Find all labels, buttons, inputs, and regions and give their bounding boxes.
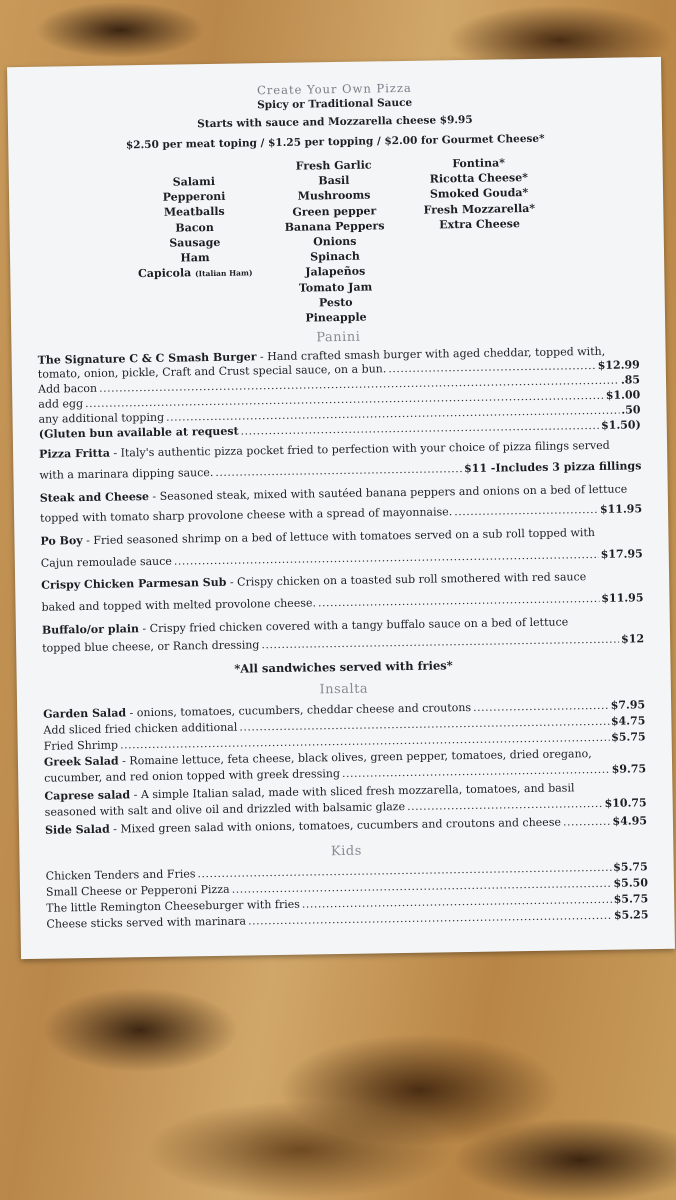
cheese-option: Extra Cheese	[439, 216, 521, 232]
add-chicken-label: Add sliced fried chicken additional	[43, 720, 238, 737]
chicken-parm-desc2: baked and topped with melted provolone cheese.	[41, 596, 317, 614]
cheese-option: Smoked Gouda*	[429, 186, 529, 201]
kids-heading: Kids	[330, 843, 362, 860]
burger-desc: - Hand crafted smash burger with aged cheddar, topped with,	[256, 344, 606, 364]
meat-topping: Bacon	[175, 220, 214, 235]
gluten-price: $1.50)	[600, 418, 641, 432]
topping: Banana Peppers	[284, 219, 385, 234]
fritta-line1	[39, 437, 641, 461]
steak-name: Steak and Cheese	[39, 490, 150, 505]
fritta-price: $11 -Includes 3 pizza fillings	[463, 459, 642, 476]
fritta-line2	[39, 458, 641, 482]
caprese-name: Caprese salad	[44, 788, 131, 803]
steak-desc: - Seasoned steak, mixed with sautéed banana peppers and onions on a bed of lettuce	[148, 482, 628, 504]
capicola-note: (Italian Ham)	[194, 268, 253, 279]
topping: Onions	[313, 234, 357, 249]
topping: Tomato Jam	[298, 280, 373, 295]
pizza-pricing-line: $2.50 per meat toping / $1.25 per topping / $2.00 for Gourmet Cheese*	[125, 132, 545, 152]
poboy-line2	[41, 546, 643, 570]
panini-heading: Panini	[316, 329, 361, 346]
meat-topping: Ham	[180, 251, 210, 265]
topping: Jalapeños	[305, 265, 366, 279]
pizza-title: Create Your Own Pizza	[256, 80, 412, 98]
buffalo-price: $12	[621, 632, 645, 646]
burger-price: $12.99	[597, 358, 640, 372]
topping: Pesto	[318, 295, 353, 310]
poboy-desc2: Cajun remoulade sauce	[40, 554, 172, 570]
chicken-parm-line1	[41, 568, 643, 592]
kids-item-label: Chicken Tenders and Fries	[45, 867, 196, 883]
garden-salad-price: $7.95	[610, 698, 646, 712]
menu-paper	[7, 57, 675, 959]
side-salad-name: Side Salad	[44, 822, 110, 837]
caprese-desc: - A simple Italian salad, made with sliced fresh mozzarella, tomatoes, and basil	[130, 781, 575, 802]
topping: Spinach	[310, 249, 360, 264]
cheese-option: Ricotta Cheese*	[429, 171, 529, 186]
poboy-line1	[40, 524, 642, 548]
addon-price: .50	[621, 403, 641, 417]
topping: Fresh Garlic	[295, 158, 372, 173]
addon-label: add egg	[38, 397, 84, 411]
burger-name: The Signature C & C Smash Burger	[37, 350, 257, 367]
toppings-list	[274, 157, 397, 326]
fried-shrimp-price: $5.75	[611, 730, 646, 744]
steak-desc2: topped with tomato sharp provolone cheese with a spread of mayonnaise.	[40, 505, 453, 525]
meat-topping: Salami	[172, 174, 216, 189]
meat-topping: Sausage	[169, 235, 221, 250]
chicken-parm-name: Crispy Chicken Parmesan Sub	[41, 575, 227, 592]
steak-price: $11.95	[599, 502, 643, 516]
addon-label: Add bacon	[37, 381, 98, 396]
gourmet-cheese-list	[413, 155, 544, 233]
fritta-name: Pizza Fritta	[39, 446, 110, 461]
poboy-price: $17.95	[600, 547, 643, 561]
kids-item-price: $5.50	[613, 876, 649, 890]
greek-salad-name: Greek Salad	[43, 754, 119, 769]
chicken-parm-line2	[41, 590, 643, 614]
chicken-parm-price: $11.95	[601, 591, 644, 605]
meat-toppings-list	[129, 173, 261, 282]
burger-desc2: tomato, onion, pickle, Craft and Crust special sauce, on a bun.	[37, 362, 387, 381]
kids-item-price: $5.25	[613, 908, 649, 922]
kids-item-label: The little Remington Cheeseburger with fries	[46, 897, 300, 915]
fritta-desc2: with a marinara dipping sauce.	[39, 466, 214, 482]
greek-salad-price: $9.75	[611, 762, 647, 776]
meat-topping: Pepperoni	[162, 189, 226, 204]
add-chicken-price: $4.75	[610, 714, 646, 728]
gluten-note: (Gluten bun available at request	[38, 424, 239, 441]
topping: Pineapple	[305, 310, 367, 325]
caprese-price: $10.75	[604, 796, 647, 810]
topping: Basil	[318, 174, 350, 188]
kids-item-label: Cheese sticks served with marinara	[46, 914, 247, 931]
addon-label: any additional topping	[38, 410, 165, 426]
garden-salad-desc: - onions, tomatoes, cucumbers, cheddar cheese and croutons	[125, 700, 472, 720]
meat-topping-capicola	[130, 264, 260, 282]
addon-price: .85	[620, 373, 641, 387]
greek-salad-desc: - Romaine lettuce, feta cheese, black olives, green pepper, tomatoes, dried oregano,	[118, 747, 592, 768]
pizza-sauce-line: Spicy or Traditional Sauce	[257, 96, 413, 112]
kids-item-price: $5.75	[613, 860, 648, 874]
topping: Mushrooms	[297, 188, 371, 204]
buffalo-desc: - Crispy fried chicken covered with a tangy buffalo sauce on a bed of lettuce	[138, 615, 569, 636]
buffalo-desc2: topped blue cheese, or Ranch dressing	[42, 638, 260, 655]
kids-item-label: Small Cheese or Pepperoni Pizza	[45, 882, 230, 899]
side-salad-price: $4.95	[612, 814, 648, 828]
steak-line2	[40, 501, 642, 525]
poboy-name: Po Boy	[40, 534, 83, 548]
poboy-desc: - Fried seasoned shrimp on a bed of lettuce with tomatoes served on a sub roll topped with	[82, 526, 596, 548]
insalta-heading: Insalta	[319, 681, 369, 698]
chicken-parm-desc: - Crispy chicken on a toasted sub roll smothered with red sauce	[226, 570, 587, 589]
addon-price: $1.00	[605, 388, 641, 402]
fries-note: *All sandwiches served with fries*	[234, 658, 453, 676]
capicola-label: Capicola	[138, 266, 192, 281]
buffalo-name: Buffalo/or plain	[41, 622, 140, 637]
garden-salad-name: Garden Salad	[43, 706, 127, 721]
fried-shrimp-label: Fried Shrimp	[43, 738, 119, 753]
side-salad-desc: - Mixed green salad with onions, tomatoes, cucumbers and croutons and cheese	[109, 815, 562, 836]
fritta-desc: - Italy's authentic pizza pocket fried to perfection with your choice of pizza filings served	[109, 438, 610, 460]
greek-salad-desc2: cucumber, and red onion topped with greek dressing	[44, 767, 341, 785]
caprese-desc2: seasoned with salt and olive oil and drizzled with balsamic glaze	[44, 800, 406, 819]
topping: Green pepper	[292, 204, 377, 219]
cheese-option: Fontina*	[452, 156, 506, 171]
meat-topping: Meatballs	[163, 205, 225, 220]
kids-item-price: $5.75	[613, 892, 649, 906]
pizza-base-line: Starts with sauce and Mozzarella cheese $9.95	[197, 113, 473, 131]
cheese-option: Fresh Mozzarella*	[423, 201, 536, 217]
